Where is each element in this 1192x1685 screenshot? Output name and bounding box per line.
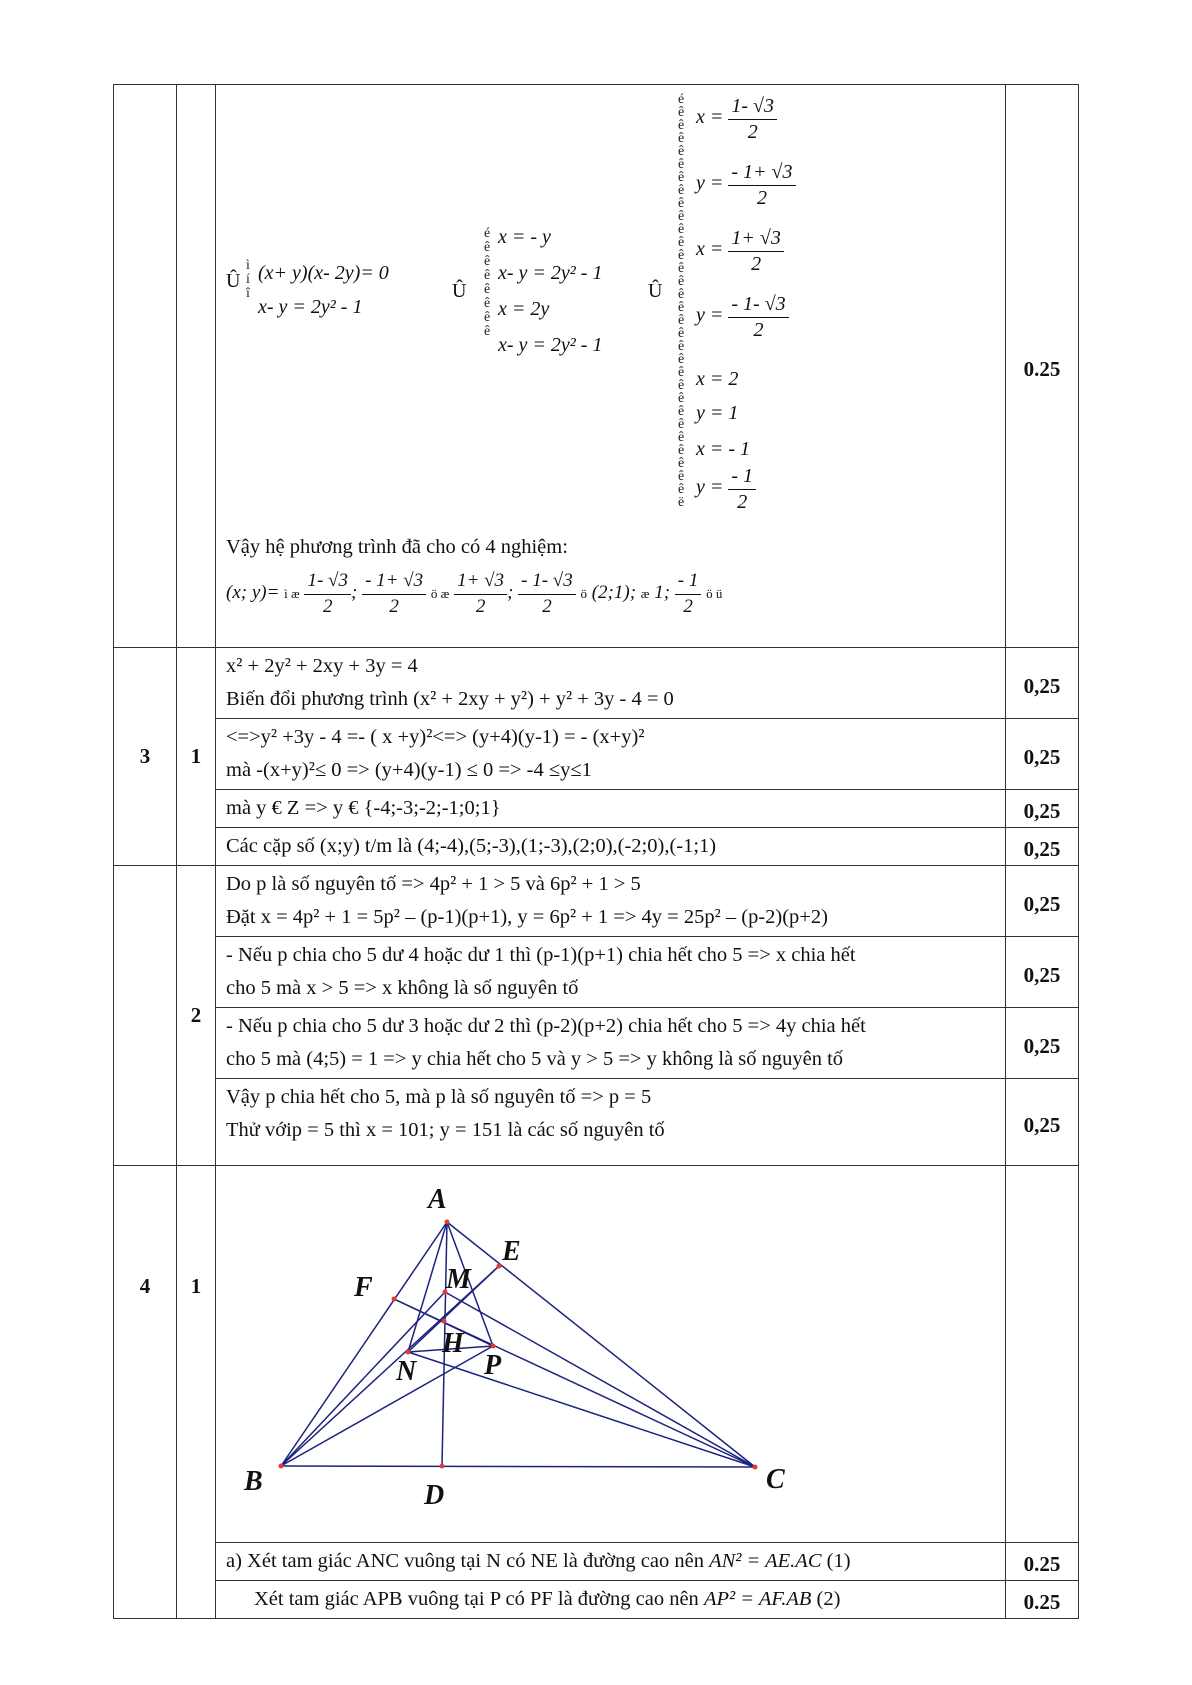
sol2-y: y = $\frac{- 1- √3}{2}$ (696, 291, 789, 342)
label-D: D (424, 1480, 445, 1511)
q3-p2-row-4 (114, 1079, 1079, 1166)
points-cell: 0,25 (1006, 1079, 1079, 1166)
q2-solution-set: (x; y)= ì æ $\frac{1- √3}{2}$ ; $\frac{- 1+ √3}{2}$ ö æ $\frac{1+ √3}{2}$ ; $\frac{- 1- √3}{2}$ ö (2;1); æ 1; $\frac{- 1}{2}$ ö ü (226, 570, 723, 617)
points-cell: 0,25 (1006, 937, 1079, 1008)
q3-p2-row-2 (114, 937, 1079, 1008)
sys2-eq3: x = 2y (498, 298, 550, 320)
q3-p1-row-4 (114, 828, 1079, 866)
sol3-y: y = 1 (696, 402, 739, 424)
q4-step-a: a) Xét tam giác ANC vuông tại N có NE là đường cao nên AN² = AE.AC (1) (216, 1543, 1006, 1581)
equivalence-symbol: Û (648, 280, 663, 302)
label-C: C (766, 1464, 785, 1495)
q2-points: 0.25 (1006, 85, 1079, 648)
q3-p1-row-2 (114, 719, 1079, 790)
q2-row (114, 85, 1079, 648)
sol4-x: x = - 1 (696, 438, 751, 460)
q3-p1-step: Các cặp số (x;y) t/m là (4;-4),(5;-3),(1;-3),(2;0),(-2;0),(-1;1) (216, 828, 1006, 866)
sol4-y: y = $\frac{- 1}{2}$ (696, 463, 756, 514)
label-A: A (428, 1184, 447, 1215)
equivalence-symbol: Û (226, 270, 241, 292)
part-number-1: 1 (177, 648, 216, 866)
question-number-3: 3 (114, 648, 177, 866)
part-number-1: 1 (177, 1166, 216, 1619)
q3-p2-row-3 (114, 1008, 1079, 1079)
label-H: H (442, 1328, 464, 1359)
sol2-x: x = $\frac{1+ √3}{2}$ (696, 225, 784, 276)
question-cell-empty (114, 866, 177, 1166)
sys2-eq2: x- y = 2y² - 1 (498, 262, 603, 284)
q3-p1-row-3 (114, 790, 1079, 828)
points-cell: 0,25 (1006, 1008, 1079, 1079)
points-cell: 0,25 (1006, 790, 1079, 828)
q3-p2-step: - Nếu p chia cho 5 dư 3 hoặc dư 2 thì (p-2)(p+2) chia hết cho 5 => 4y chia hết cho 5 mà (4;5) = 1 => y chia hết cho 5 và y > 5 => y không là số nguyên tố (216, 1008, 1006, 1079)
label-E: E (502, 1236, 521, 1267)
points-cell-empty (1006, 1166, 1079, 1543)
q3-p1-step: <=>y² +3y - 4 =- ( x +y)²<=> (y+4)(y-1) = - (x+y)² mà -(x+y)²≤ 0 => (y+4)(y-1) ≤ 0 => -4 ≤y≤1 (216, 719, 1006, 790)
geometry-figure-cell (216, 1166, 1006, 1543)
label-N: N (396, 1356, 417, 1387)
q4-step-b: Xét tam giác APB vuông tại P có PF là đường cao nên AP² = AF.AB (2) (216, 1581, 1006, 1619)
sys1-eq2: x- y = 2y² - 1 (258, 296, 363, 318)
points-cell: 0,25 (1006, 719, 1079, 790)
part-cell-empty (177, 85, 216, 648)
sol1-y: y = $\frac{- 1+ √3}{2}$ (696, 159, 796, 210)
sol1-x: x = $\frac{1- √3}{2}$ (696, 93, 777, 144)
answer-table (113, 84, 1079, 1619)
q2-conclusion: Vậy hệ phương trình đã cho có 4 nghiệm: (226, 536, 568, 558)
triangle-figure (216, 1166, 1006, 1542)
q3-p2-step: Vậy p chia hết cho 5, mà p là số nguyên tố => p = 5 Thử vớip = 5 thì x = 101; y = 151 là các số nguyên tố (216, 1079, 1006, 1166)
q3-p2-row-1 (114, 866, 1079, 937)
points-cell: 0,25 (1006, 828, 1079, 866)
question-cell-empty (114, 85, 177, 648)
points-cell: 0,25 (1006, 866, 1079, 937)
label-B: B (244, 1466, 263, 1497)
points-cell: 0.25 (1006, 1543, 1079, 1581)
label-F: F (354, 1272, 373, 1303)
q4-row-b (114, 1581, 1079, 1619)
sys2-eq1: x = - y (498, 226, 551, 248)
q3-p2-step: Do p là số nguyên tố => 4p² + 1 > 5 và 6p² + 1 > 5 Đặt x = 4p² + 1 = 5p² – (p-1)(p+1), y = 6p² + 1 => 4y = 25p² – (p-2)(p+2) (216, 866, 1006, 937)
q3-p1-step: mà y € Z => y € {-4;-3;-2;-1;0;1} (216, 790, 1006, 828)
sol3-x: x = 2 (696, 368, 739, 390)
q3-p1-step: x² + 2y² + 2xy + 3y = 4 Biến đổi phương trình (x² + 2xy + y²) + y² + 3y - 4 = 0 (216, 648, 1006, 719)
equation-system: Û ì í î (x+ y)(x- 2y)= 0 x- y = 2y² - 1 Û é ê ê ê ê ê ê ê x = - y x- y = 2y² - 1 x = 2y x- y = 2y² - 1 Û é ê ê ê ê ê ê ê ê ê ê ê ê ê ê ê ê ê ê ê ê ê ê ê ê ê ê ê ê ê ê ë x = $\frac{1- √3}{2}$ y = $\frac{- 1+ √3}{2}$ x = $\frac{1+ √3}{2}$ y = $\frac{- 1- √3}{2}$ x = 2 y = 1 x = - 1 y = $\frac{- 1}{2}$ (226, 87, 995, 537)
sys2-eq4: x- y = 2y² - 1 (498, 334, 603, 356)
question-number-4: 4 (114, 1166, 177, 1619)
label-P: P (484, 1350, 502, 1381)
q4-row-a (114, 1543, 1079, 1581)
sys1-eq1: (x+ y)(x- 2y)= 0 (258, 262, 389, 284)
part-number-2: 2 (177, 866, 216, 1166)
label-M: M (446, 1264, 471, 1295)
q3-p2-step: - Nếu p chia cho 5 dư 4 hoặc dư 1 thì (p-1)(p+1) chia hết cho 5 => x chia hết cho 5 mà x > 5 => x không là số nguyên tố (216, 937, 1006, 1008)
points-cell: 0,25 (1006, 648, 1079, 719)
q4-figure-row (114, 1166, 1079, 1543)
q3-p1-row-1 (114, 648, 1079, 719)
q2-system-content (216, 85, 1006, 648)
equivalence-symbol: Û (452, 280, 467, 302)
points-cell: 0.25 (1006, 1581, 1079, 1619)
